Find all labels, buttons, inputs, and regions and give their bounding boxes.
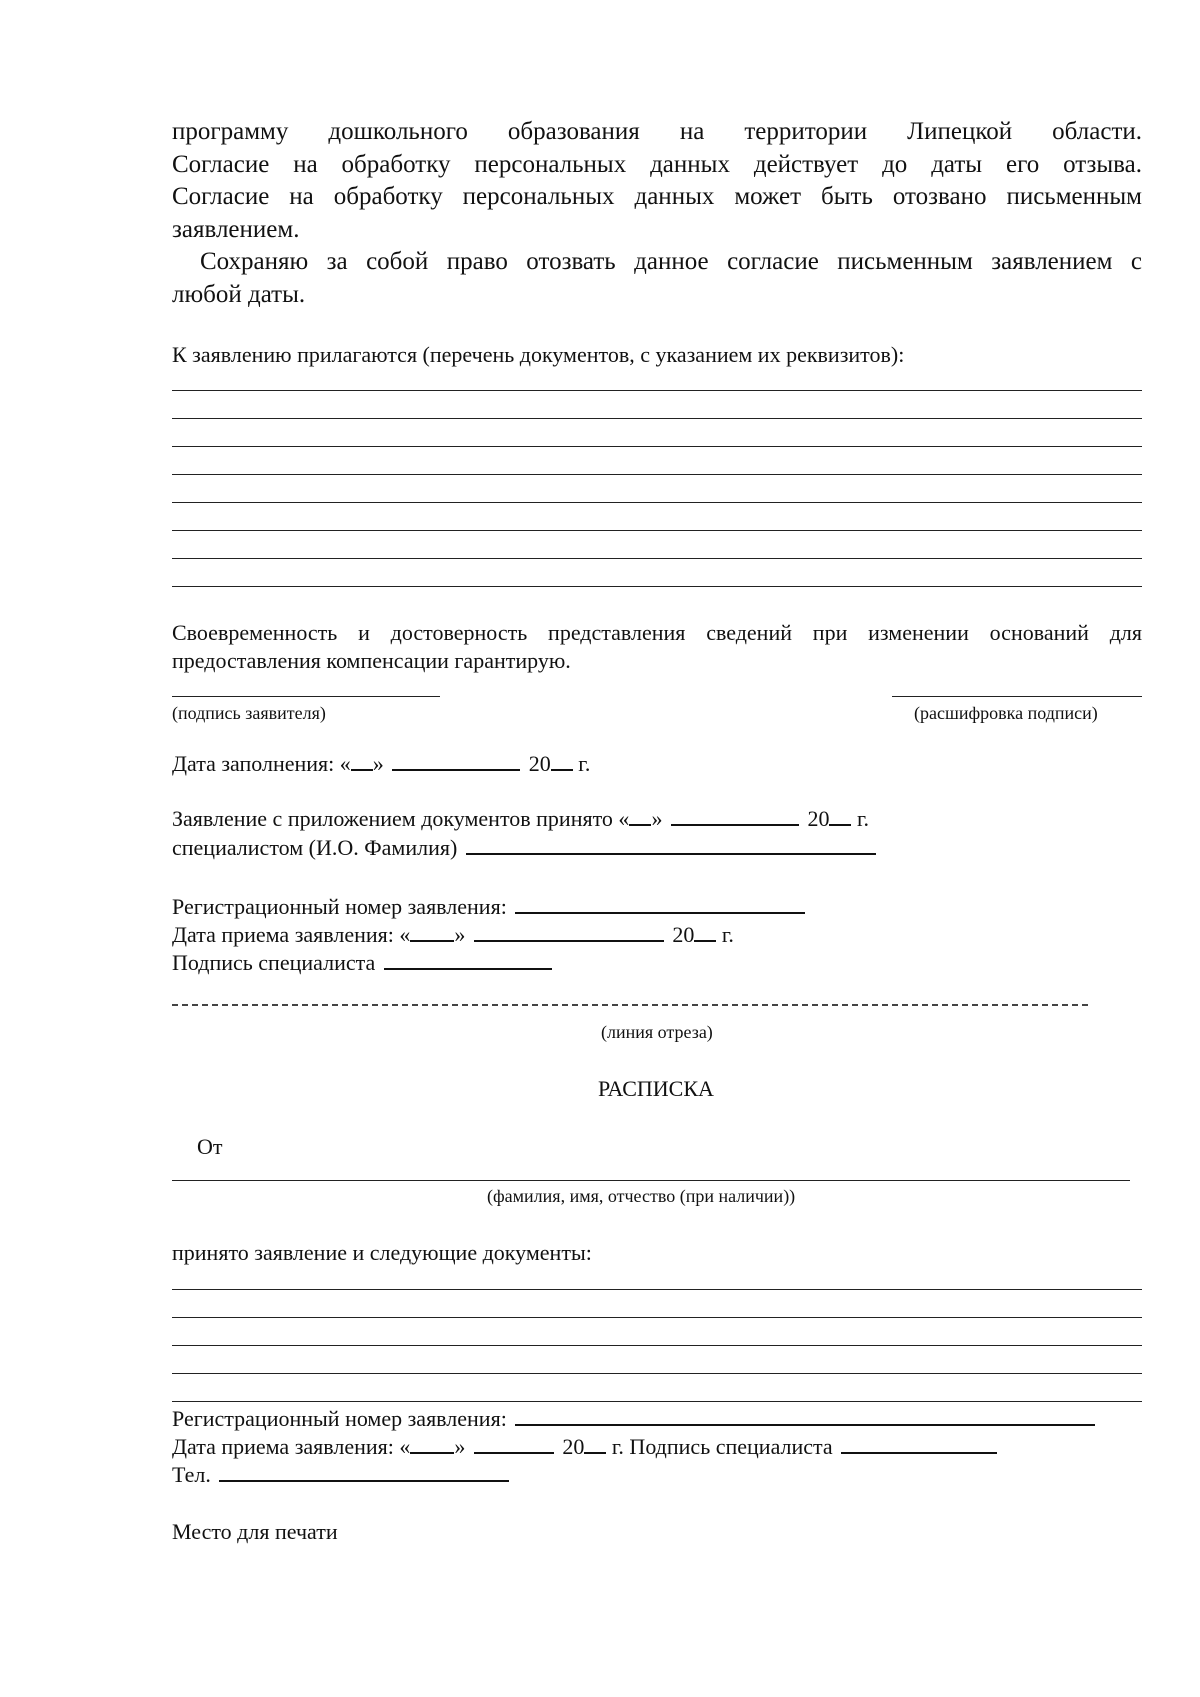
attachments-heading: К заявлению прилагаются (перечень документов, с указанием их реквизитов): <box>172 342 905 367</box>
accepted-specialist-label: специалистом (И.О. Фамилия) <box>172 835 458 860</box>
receipt-docs-label: принято заявление и следующие документы: <box>172 1240 592 1265</box>
receipt-name-line[interactable] <box>172 1180 1130 1181</box>
registration-year: 20 <box>672 922 695 947</box>
receipt-phone-field[interactable] <box>219 1460 509 1482</box>
receipt-name-caption: (фамилия, имя, отчество (при наличии)) <box>487 1186 796 1206</box>
accepted-suffix: г. <box>856 806 869 831</box>
guarantee-line-1: Своевременность и достоверность представления сведений при изменении оснований для <box>172 620 1142 645</box>
receipt-specialist-signature-field[interactable] <box>841 1432 997 1454</box>
attachment-line-6[interactable] <box>172 530 1142 531</box>
fill-date-year: 20 <box>528 751 551 776</box>
receipt-from-label: От <box>197 1134 223 1159</box>
receipt-reg-number-row <box>172 1404 1098 1432</box>
accepted-date-row <box>172 804 869 832</box>
signature-transcript-line[interactable] <box>892 696 1142 697</box>
accepted-specialist-row <box>172 833 879 861</box>
receipt-date-suffix: г. Подпись специалиста <box>611 1434 833 1459</box>
applicant-signature-caption: (подпись заявителя) <box>172 703 326 723</box>
registration-number-row <box>172 892 808 920</box>
attachment-line-4[interactable] <box>172 474 1142 475</box>
receipt-reg-number-label: Регистрационный номер заявления: <box>172 1406 507 1431</box>
signature-transcript-caption: (расшифровка подписи) <box>914 703 1098 723</box>
registration-date-prefix: Дата приема заявления: « <box>172 922 411 947</box>
accepted-day-field[interactable] <box>629 804 651 826</box>
consent-line-6: любой даты. <box>172 281 306 308</box>
accepted-specialist-field[interactable] <box>466 833 876 855</box>
attachment-line-5[interactable] <box>172 502 1142 503</box>
fill-date-row <box>172 749 590 777</box>
consent-line-3: Согласие на обработку персональных данных может быть отозвано письменным <box>172 183 1142 210</box>
attachment-line-3[interactable] <box>172 446 1142 447</box>
cut-line-caption: (линия отреза) <box>601 1022 713 1042</box>
receipt-day-field[interactable] <box>410 1432 454 1454</box>
cut-line <box>172 1004 1088 1006</box>
receipt-date-prefix: Дата приема заявления: « <box>172 1434 411 1459</box>
receipt-title: РАСПИСКА <box>598 1076 714 1101</box>
accepted-mid: » <box>651 806 663 831</box>
receipt-doc-line-4[interactable] <box>172 1373 1142 1374</box>
receipt-year: 20 <box>562 1434 585 1459</box>
registration-year-field[interactable] <box>694 920 716 942</box>
registration-signature-label: Подпись специалиста <box>172 950 376 975</box>
fill-date-year-field[interactable] <box>551 749 573 771</box>
receipt-phone-row <box>172 1460 512 1488</box>
receipt-date-row <box>172 1432 1000 1460</box>
attachment-line-1[interactable] <box>172 390 1142 391</box>
fill-date-mid: » <box>372 751 384 776</box>
registration-number-label: Регистрационный номер заявления: <box>172 894 507 919</box>
attachment-line-8[interactable] <box>172 586 1142 587</box>
receipt-doc-line-5[interactable] <box>172 1401 1142 1402</box>
accepted-year-field[interactable] <box>829 804 851 826</box>
fill-date-day-field[interactable] <box>351 749 373 771</box>
accepted-prefix: Заявление с приложением документов принято « <box>172 806 630 831</box>
fill-date-suffix: г. <box>578 751 591 776</box>
receipt-doc-line-3[interactable] <box>172 1345 1142 1346</box>
accepted-month-field[interactable] <box>671 804 799 826</box>
receipt-reg-number-field[interactable] <box>515 1404 1095 1426</box>
registration-signature-field[interactable] <box>384 948 552 970</box>
receipt-date-mid: » <box>454 1434 466 1459</box>
fill-date-prefix: Дата заполнения: « <box>172 751 351 776</box>
attachment-line-7[interactable] <box>172 558 1142 559</box>
registration-day-field[interactable] <box>410 920 454 942</box>
guarantee-line-2: предоставления компенсации гарантирую. <box>172 648 571 673</box>
applicant-signature-line[interactable] <box>172 696 440 697</box>
registration-date-row <box>172 920 734 948</box>
registration-suffix: г. <box>721 922 734 947</box>
receipt-month-field[interactable] <box>474 1432 554 1454</box>
attachment-line-2[interactable] <box>172 418 1142 419</box>
consent-line-2: Согласие на обработку персональных данных действует до даты его отзыва. <box>172 151 1142 178</box>
registration-number-field[interactable] <box>515 892 805 914</box>
receipt-phone-label: Тел. <box>172 1462 211 1487</box>
stamp-place-label: Место для печати <box>172 1519 338 1544</box>
consent-line-4: заявлением. <box>172 216 300 243</box>
receipt-doc-line-2[interactable] <box>172 1317 1142 1318</box>
registration-date-mid: » <box>454 922 466 947</box>
receipt-year-field[interactable] <box>584 1432 606 1454</box>
registration-signature-row <box>172 948 555 976</box>
consent-line-5: Сохраняю за собой право отозвать данное согласие письменным заявлением с <box>200 248 1142 275</box>
fill-date-month-field[interactable] <box>392 749 520 771</box>
consent-line-1: программу дошкольного образования на территории Липецкой области. <box>172 118 1142 145</box>
registration-month-field[interactable] <box>474 920 664 942</box>
receipt-doc-line-1[interactable] <box>172 1289 1142 1290</box>
accepted-year: 20 <box>807 806 830 831</box>
